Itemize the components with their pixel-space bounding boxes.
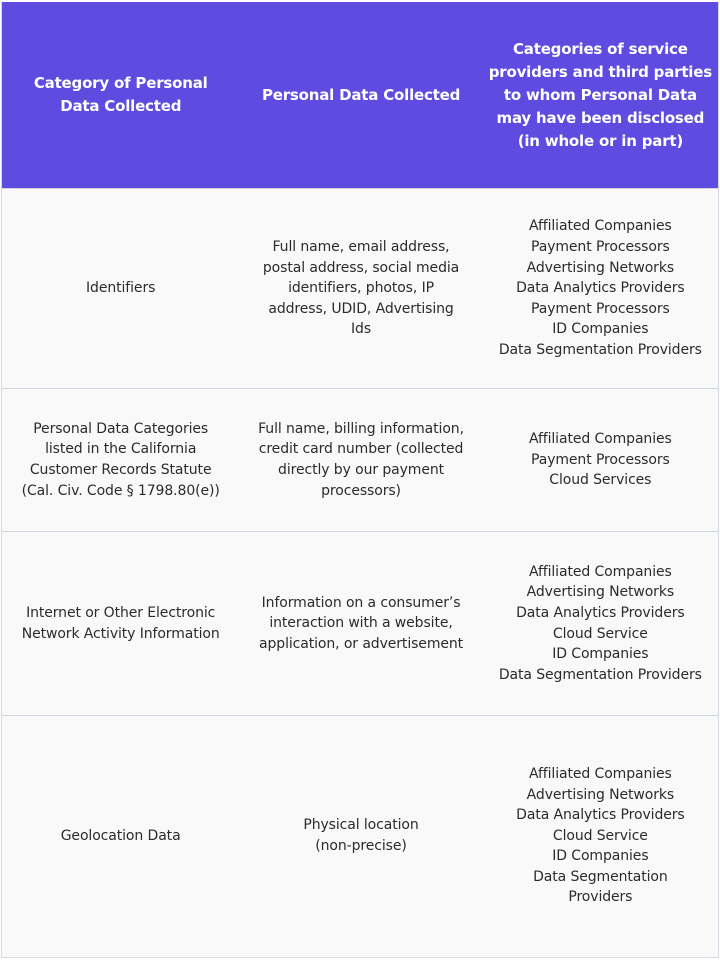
recipient-item: Payment Processors <box>531 300 670 317</box>
recipient-list <box>499 562 702 686</box>
recipient-item: Data Segmentation Providers <box>498 666 702 683</box>
recipient-item: Affiliated Companies <box>529 765 672 782</box>
row-personal-data: Full name, email address, postal address, social media identifiers, photos, IP address, UDID, Advertising Ids <box>262 239 460 338</box>
recipient-list <box>499 216 702 360</box>
table-row <box>2 531 718 715</box>
recipient-item: Cloud Services <box>549 472 652 489</box>
table-row <box>2 388 718 531</box>
row-personal-data: Physical location (non-precise) <box>303 817 419 854</box>
recipient-item: Payment Processors <box>531 239 670 256</box>
recipient-item: ID Companies <box>552 646 649 663</box>
recipient-item: Providers <box>568 889 633 906</box>
recipient-list <box>516 764 684 908</box>
recipient-item: Advertising Networks <box>526 786 675 803</box>
recipient-item: Data Segmentation Providers <box>498 341 702 358</box>
recipient-item: ID Companies <box>552 848 649 865</box>
row-category: Identifiers <box>86 280 156 297</box>
recipient-item: Affiliated Companies <box>528 563 672 580</box>
header-recipients: Categories of service providers and third parties to whom Personal Data may have been disclosed (in whole or in part) <box>488 39 712 150</box>
data-disclosure-table <box>1 2 719 958</box>
recipient-item: Affiliated Companies <box>528 431 672 448</box>
row-recipients <box>483 532 718 715</box>
recipient-item: Data Segmentation <box>533 868 668 885</box>
row-category: Internet or Other Electronic Network Activity Information <box>21 604 220 642</box>
table-row <box>2 188 718 388</box>
header-personal-data: Personal Data Collected <box>261 85 461 104</box>
recipient-item: Advertising Networks <box>526 584 675 601</box>
recipient-item: Payment Processors <box>531 451 670 468</box>
row-personal-data: Full name, billing information, credit card number (collected directly by our payment processors) <box>258 420 464 499</box>
recipient-item: Cloud Service <box>552 625 648 642</box>
row-personal-data: Information on a consumer’s interaction with a website, application, or advertisement <box>259 594 464 652</box>
recipient-item: Data Analytics Providers <box>516 280 685 297</box>
row-recipients <box>483 389 718 531</box>
recipient-item: Data Analytics Providers <box>516 807 685 824</box>
row-recipients <box>483 716 718 956</box>
row-category: Geolocation Data <box>60 827 181 844</box>
table-header-row <box>2 2 718 188</box>
recipient-item: Data Analytics Providers <box>516 604 685 621</box>
row-recipients <box>483 189 718 388</box>
header-category: Category of Personal Data Collected <box>33 74 208 115</box>
recipient-item: Affiliated Companies <box>528 218 672 235</box>
recipient-item: Advertising Networks <box>526 259 675 276</box>
recipient-list <box>529 429 672 491</box>
row-category: Personal Data Categories listed in the California Customer Records Statute (Cal. Civ. Code § 1798.80(e)) <box>21 420 220 499</box>
recipient-item: Cloud Service <box>552 827 648 844</box>
recipient-item: ID Companies <box>552 321 649 338</box>
table-row <box>2 715 718 956</box>
